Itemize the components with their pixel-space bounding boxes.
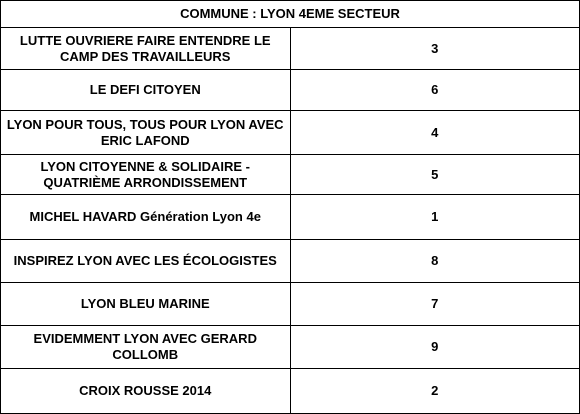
- list-name-cell: LYON BLEU MARINE: [1, 283, 291, 326]
- table-row: [1, 369, 580, 414]
- list-number-cell: 9: [290, 326, 580, 369]
- table-row: [1, 240, 580, 283]
- list-name-cell: LE DEFI CITOYEN: [1, 70, 291, 111]
- table-row: [1, 195, 580, 240]
- commune-header: COMMUNE : LYON 4EME SECTEUR: [1, 1, 580, 28]
- list-name-cell: LYON POUR TOUS, TOUS POUR LYON AVEC ERIC LAFOND: [1, 111, 291, 155]
- list-name-cell: MICHEL HAVARD Génération Lyon 4e: [1, 195, 291, 240]
- list-number-cell: 4: [290, 111, 580, 155]
- table-row: [1, 28, 580, 70]
- list-name-cell: CROIX ROUSSE 2014: [1, 369, 291, 414]
- table-row: [1, 155, 580, 195]
- list-number-cell: 3: [290, 28, 580, 70]
- list-number-cell: 1: [290, 195, 580, 240]
- list-name-cell: INSPIREZ LYON AVEC LES ÉCOLOGISTES: [1, 240, 291, 283]
- list-number-cell: 8: [290, 240, 580, 283]
- list-number-cell: 2: [290, 369, 580, 414]
- list-number-cell: 5: [290, 155, 580, 195]
- table-row: [1, 326, 580, 369]
- table-row: [1, 70, 580, 111]
- list-name-cell: LUTTE OUVRIERE FAIRE ENTENDRE LE CAMP DES TRAVAILLEURS: [1, 28, 291, 70]
- list-name-cell: LYON CITOYENNE & SOLIDAIRE - QUATRIÈME ARRONDISSEMENT: [1, 155, 291, 195]
- list-name-cell: EVIDEMMENT LYON AVEC GERARD COLLOMB: [1, 326, 291, 369]
- header-row: [1, 1, 580, 28]
- table-row: [1, 283, 580, 326]
- list-number-cell: 6: [290, 70, 580, 111]
- table-row: [1, 111, 580, 155]
- list-number-cell: 7: [290, 283, 580, 326]
